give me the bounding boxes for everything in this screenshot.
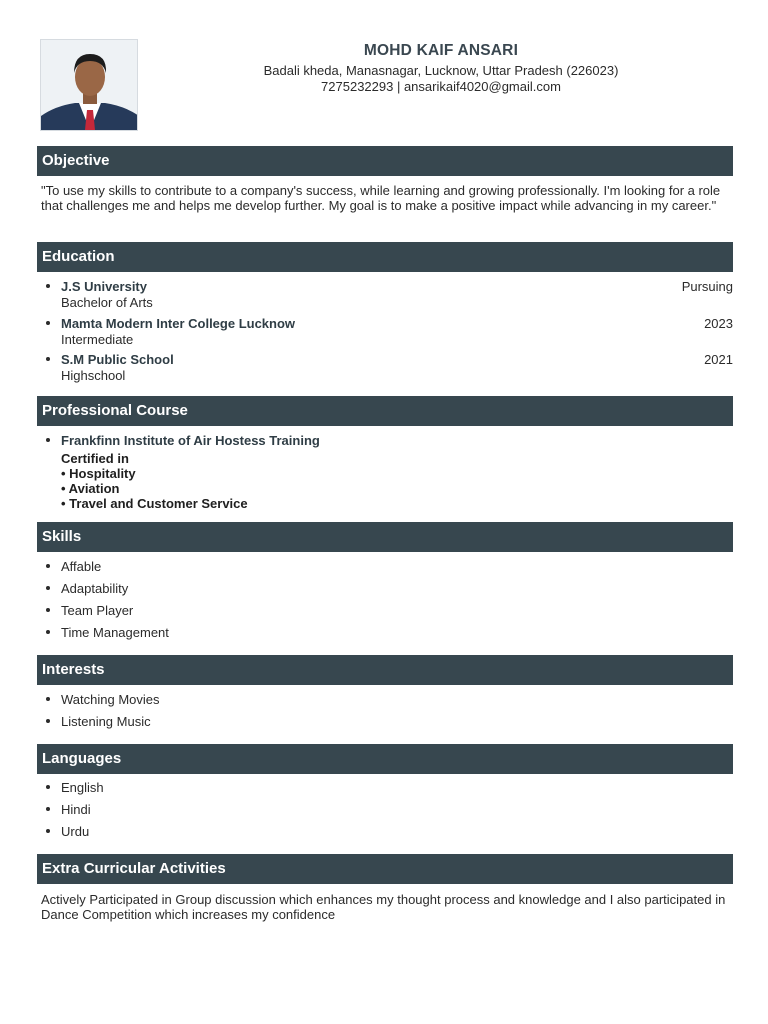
bullet-icon xyxy=(46,586,50,590)
course-certifications xyxy=(61,451,733,511)
bullet-icon xyxy=(46,608,50,612)
course-institution: Frankfinn Institute of Air Hostess Training xyxy=(61,433,320,448)
education-degree: Bachelor of Arts xyxy=(61,294,153,310)
profile-photo xyxy=(40,39,138,131)
interest-item xyxy=(61,715,151,730)
skill-label: Team Player xyxy=(61,603,134,618)
bullet-icon xyxy=(46,321,50,325)
language-item xyxy=(61,825,89,840)
skill-label: Adaptability xyxy=(61,581,129,596)
section-heading-interests: Interests xyxy=(37,655,733,685)
address: Badali kheda, Manasnagar, Lucknow, Uttar Pradesh (226023) xyxy=(263,62,619,78)
extra-curricular-text: Actively Participated in Group discussion which enhances my thought process and knowledge and I also participated in Dance Competition which increases my confidence xyxy=(41,892,726,922)
skill-label: Affable xyxy=(61,559,102,574)
language-label: Hindi xyxy=(61,802,91,817)
interest-label: Listening Music xyxy=(61,714,151,729)
bullet-icon xyxy=(46,630,50,634)
interest-label: Watching Movies xyxy=(61,692,160,707)
contact-block xyxy=(140,42,742,95)
bullet-icon xyxy=(46,829,50,833)
education-item xyxy=(61,353,733,384)
language-item xyxy=(61,803,91,818)
candidate-name: MOHD KAIF ANSARI xyxy=(363,42,519,59)
phone-email: 7275232293 | ansarikaif4020@gmail.com xyxy=(321,78,561,94)
skill-label: Time Management xyxy=(61,625,169,640)
certification-item: • Travel and Customer Service xyxy=(61,495,248,511)
bullet-icon xyxy=(46,438,50,442)
education-item xyxy=(61,317,733,348)
certification-item: • Hospitality xyxy=(61,465,136,481)
language-item xyxy=(61,781,104,796)
bullet-icon xyxy=(46,357,50,361)
education-degree: Intermediate xyxy=(61,331,134,347)
bullet-icon xyxy=(46,564,50,568)
skill-item xyxy=(61,626,169,641)
bullet-icon xyxy=(46,719,50,723)
section-heading-extra-curricular: Extra Curricular Activities xyxy=(37,854,733,884)
skill-item xyxy=(61,582,128,597)
resume-header xyxy=(40,39,734,131)
education-year: Pursuing xyxy=(681,279,733,294)
skill-item xyxy=(61,604,133,619)
bullet-icon xyxy=(46,284,50,288)
skill-item xyxy=(61,560,101,575)
certified-label: Certified in xyxy=(61,450,129,466)
interest-item xyxy=(61,693,160,708)
section-heading-skills: Skills xyxy=(37,522,733,552)
education-institution: Mamta Modern Inter College Lucknow xyxy=(61,316,296,331)
course-item xyxy=(61,434,733,511)
bullet-icon xyxy=(46,697,50,701)
section-heading-course: Professional Course xyxy=(37,396,733,426)
bullet-icon xyxy=(46,807,50,811)
bullet-icon xyxy=(46,785,50,789)
education-item xyxy=(61,280,733,311)
education-year: 2021 xyxy=(704,352,733,367)
language-label: English xyxy=(61,780,104,795)
certification-item: • Aviation xyxy=(61,480,120,496)
education-year: 2023 xyxy=(704,316,733,331)
section-heading-education: Education xyxy=(37,242,733,272)
education-degree: Highschool xyxy=(61,367,126,383)
education-institution: J.S University xyxy=(61,279,147,294)
objective-text: "To use my skills to contribute to a company's success, while learning and growing professionally. I'm looking for a role that challenges me and helps me develop further. My goal is to make a positive impact while advancing in my career." xyxy=(41,183,721,213)
section-heading-objective: Objective xyxy=(37,146,733,176)
language-label: Urdu xyxy=(61,824,90,839)
education-institution: S.M Public School xyxy=(61,352,174,367)
section-heading-languages: Languages xyxy=(37,744,733,774)
